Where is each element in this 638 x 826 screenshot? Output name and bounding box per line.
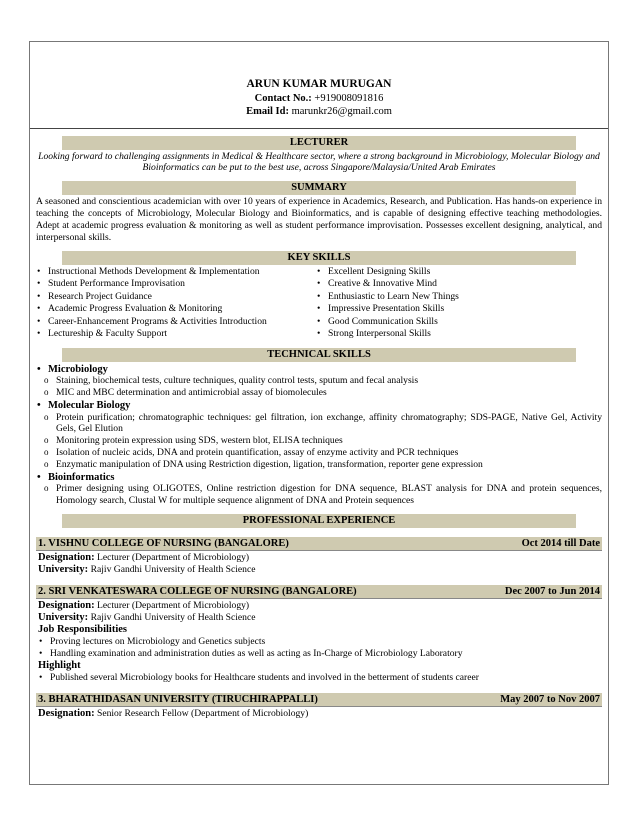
skill-item: • Career-Enhancement Programs & Activities Introduction bbox=[36, 316, 316, 329]
resume-page bbox=[29, 41, 609, 785]
job-organization: 2. SRI VENKATESWARA COLLEGE OF NURSING (BANGALORE) bbox=[38, 586, 357, 598]
job-designation: Lecturer (Department of Microbiology) bbox=[97, 600, 250, 612]
key-skills-title: KEY SKILLS bbox=[62, 251, 576, 265]
technical-skills-title: TECHNICAL SKILLS bbox=[62, 348, 576, 362]
job-details bbox=[38, 600, 602, 684]
objective-title: LECTURER bbox=[62, 136, 576, 150]
skill-item: • Impressive Presentation Skills bbox=[316, 303, 596, 316]
contact-number: +919008091816 bbox=[314, 92, 384, 104]
list-item: • Proving lectures on Microbiology and Genetics subjects bbox=[38, 636, 602, 648]
highlight-list bbox=[38, 672, 602, 684]
tech-item: o Protein purification; chromatographic techniques: gel filtration, ion exchange, affinity chromatography; SDS-PAGE, Native Gel, Activity Gels, Gel Elution bbox=[44, 412, 602, 436]
tech-group-items bbox=[36, 375, 602, 399]
job-designation: Lecturer (Department of Microbiology) bbox=[97, 552, 250, 564]
skill-item: • Student Performance Improvisation bbox=[36, 278, 316, 291]
designation-label: Designation: bbox=[38, 708, 95, 720]
job-heading bbox=[36, 693, 602, 707]
skill-item: • Academic Progress Evaluation & Monitoring bbox=[36, 303, 316, 316]
header-divider bbox=[30, 128, 608, 129]
responsibilities-list bbox=[38, 636, 602, 660]
skill-item: • Instructional Methods Development & Implementation bbox=[36, 266, 316, 279]
resume-content bbox=[30, 136, 608, 721]
skill-item: • Strong Interpersonal Skills bbox=[316, 328, 596, 341]
email-address: marunkr26@gmail.com bbox=[291, 106, 392, 117]
objective-text: Looking forward to challenging assignments in Medical & Healthcare sector, where a strong background in Microbiology, Molecular Biology and Bioinformatics can be put to the best use, across Singapore/Malaysia/United Arab Emirates bbox=[38, 150, 600, 173]
job-details bbox=[38, 552, 602, 576]
job-university: Rajiv Gandhi University of Health Science bbox=[90, 612, 256, 624]
email-label: Email Id: bbox=[246, 106, 289, 117]
candidate-name: ARUN KUMAR MURUGAN bbox=[246, 78, 392, 90]
job-dates: Oct 2014 till Date bbox=[521, 538, 600, 550]
tech-item: o Enzymatic manipulation of DNA using Restriction digestion, ligation, transformation, reporter gene expression bbox=[44, 459, 602, 471]
tech-item: o Staining, biochemical tests, culture techniques, quality control tests, sputum and fecal analysis bbox=[44, 375, 602, 387]
key-skills-column-2 bbox=[316, 266, 596, 341]
university-label: University: bbox=[38, 612, 89, 624]
list-item: • Published several Microbiology books for Healthcare students and involved in the betterment of students career bbox=[38, 672, 602, 684]
contact-line bbox=[30, 92, 608, 106]
university-label: University: bbox=[38, 564, 89, 576]
job-university: Rajiv Gandhi University of Health Science bbox=[90, 564, 256, 576]
list-item: • Handling examination and administration duties as well as acting as In-Charge of Microbiology Laboratory bbox=[38, 648, 602, 660]
skill-item: • Excellent Designing Skills bbox=[316, 266, 596, 279]
technical-skills bbox=[36, 364, 602, 508]
skill-item: • Creative & Innovative Mind bbox=[316, 278, 596, 291]
tech-item: o Isolation of nucleic acids, DNA and protein quantification, assay of enzyme activity and PCR techniques bbox=[44, 447, 602, 459]
job-organization: 3. BHARATHIDASAN UNIVERSITY (TIRUCHIRAPPALLI) bbox=[38, 694, 318, 706]
skill-item: • Lectureship & Faculty Support bbox=[36, 328, 316, 341]
summary-text: A seasoned and conscientious academician with over 10 years of experience in Academics, Research, and Publication. Has hands-on experience in teaching the concepts of Microbiology, Molecular Biology and Bioinformatics, and is capable of designing effective teaching methodologies. Adept at academic progress evaluation & monitoring as well as student performance improvisation. Possesses excellent designing, analytical, and interpersonal skills. bbox=[36, 195, 602, 243]
skill-item: • Good Communication Skills bbox=[316, 316, 596, 329]
tech-group-items bbox=[36, 412, 602, 471]
tech-item: o Primer designing using OLIGOTES, Online restriction digestion for DNA sequence, BLAST analysis for DNA and protein sequences, Homology search, Clustal W for multiple sequence alignment of DNA and Protein sequences bbox=[44, 483, 602, 507]
tech-group-items bbox=[36, 483, 602, 507]
skill-item: • Research Project Guidance bbox=[36, 291, 316, 304]
job-organization: 1. VISHNU COLLEGE OF NURSING (BANGALORE) bbox=[38, 538, 289, 550]
job-dates: Dec 2007 to Jun 2014 bbox=[504, 586, 600, 598]
responsibilities-label: Job Responsibilities bbox=[38, 624, 127, 636]
key-skills-list bbox=[36, 266, 602, 341]
job-heading bbox=[36, 585, 602, 599]
job-designation: Senior Research Fellow (Department of Microbiology) bbox=[97, 708, 309, 720]
tech-group-title: • Bioinformatics bbox=[36, 472, 602, 484]
tech-group-title: • Microbiology bbox=[36, 364, 602, 376]
job-heading bbox=[36, 537, 602, 551]
tech-group-title: • Molecular Biology bbox=[36, 400, 602, 412]
resume-header bbox=[30, 42, 608, 129]
designation-label: Designation: bbox=[38, 552, 95, 564]
tech-item: o MIC and MBC determination and antimicrobial assay of biomolecules bbox=[44, 387, 602, 399]
experience-title: PROFESSIONAL EXPERIENCE bbox=[62, 514, 576, 528]
job-dates: May 2007 to Nov 2007 bbox=[500, 694, 600, 706]
highlight-label: Highlight bbox=[38, 660, 81, 672]
tech-item: o Monitoring protein expression using SDS, western blot, ELISA techniques bbox=[44, 435, 602, 447]
job-details bbox=[38, 708, 602, 720]
skill-item: • Enthusiastic to Learn New Things bbox=[316, 291, 596, 304]
contact-label: Contact No.: bbox=[254, 92, 312, 104]
email-line bbox=[30, 105, 608, 119]
summary-title: SUMMARY bbox=[62, 181, 576, 195]
designation-label: Designation: bbox=[38, 600, 95, 612]
key-skills-column-1 bbox=[36, 266, 316, 341]
